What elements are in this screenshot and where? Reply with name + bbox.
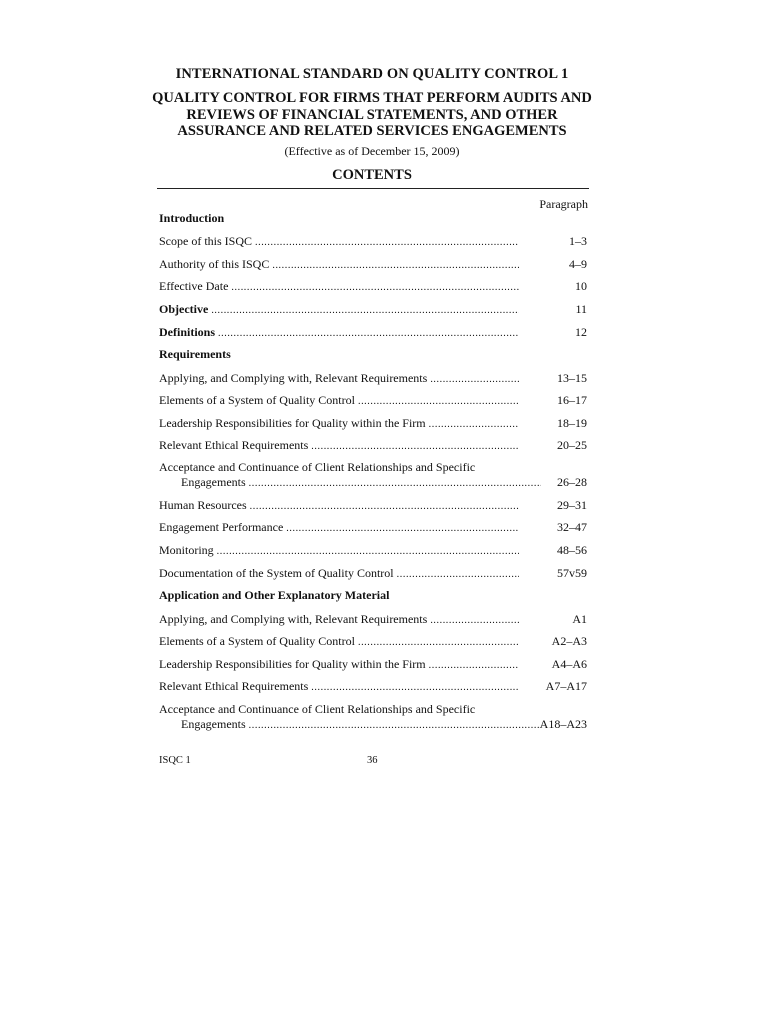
toc-entry-paragraph: 10 bbox=[575, 279, 587, 293]
dot-leader bbox=[311, 440, 519, 453]
toc-entry-documentation bbox=[159, 566, 587, 581]
main-title: QUALITY CONTROL FOR FIRMS THAT PERFORM AUDITS AND REVIEWS OF FINANCIAL STATEMENTS, AND OTHER ASSURANCE AND RELATED SERVICES ENGAGEMENTS bbox=[152, 90, 592, 139]
toc-entry-paragraph: 1–3 bbox=[569, 234, 587, 248]
toc-entry-paragraph: 48–56 bbox=[557, 543, 587, 557]
toc-entry-leadership bbox=[159, 416, 587, 431]
toc-entry-paragraph: 26–28 bbox=[557, 475, 587, 489]
dot-leader bbox=[211, 304, 519, 317]
dot-leader bbox=[217, 545, 519, 558]
toc-entry-label: Definitions bbox=[159, 325, 216, 339]
toc-entry-monitoring bbox=[159, 543, 587, 558]
dot-leader bbox=[430, 373, 519, 386]
toc-entry-label: Authority of this ISQC bbox=[159, 257, 270, 271]
section-introduction: Introduction bbox=[159, 211, 225, 225]
dot-leader bbox=[358, 636, 519, 649]
toc-entry-paragraph: A1 bbox=[572, 612, 587, 626]
dot-leader bbox=[272, 259, 519, 272]
dot-leader bbox=[250, 500, 519, 513]
toc-entry-engagement-performance bbox=[159, 520, 587, 535]
dot-leader bbox=[429, 418, 519, 431]
contents-heading: CONTENTS bbox=[332, 167, 412, 183]
toc-entry-applying bbox=[159, 371, 587, 386]
dot-leader bbox=[286, 522, 519, 535]
toc-entry-app-ethical bbox=[159, 679, 587, 694]
toc-entry-label: Leadership Responsibilities for Quality within the Firm bbox=[159, 416, 426, 430]
dot-leader bbox=[429, 659, 519, 672]
toc-entry-human-resources bbox=[159, 498, 587, 513]
toc-entry-paragraph: 11 bbox=[575, 302, 587, 316]
toc-entry-label: Applying, and Complying with, Relevant Requirements bbox=[159, 371, 428, 385]
toc-entry-label-continuation: Engagements bbox=[181, 717, 246, 731]
footer-page-number: 36 bbox=[367, 755, 378, 766]
paragraph-column-heading: Paragraph bbox=[539, 197, 588, 211]
dot-leader bbox=[311, 681, 519, 694]
toc-entry-paragraph: 13–15 bbox=[557, 371, 587, 385]
toc-entry-label: Acceptance and Continuance of Client Relationships and Specific bbox=[159, 702, 476, 716]
toc-entry-paragraph: A18–A23 bbox=[539, 717, 587, 731]
toc-entry-paragraph: 4–9 bbox=[569, 257, 587, 271]
toc-entry-scope bbox=[159, 234, 587, 249]
toc-entry-app-elements bbox=[159, 634, 587, 649]
toc-entry-label: Engagement Performance bbox=[159, 520, 284, 534]
toc-entry-label: Monitoring bbox=[159, 543, 214, 557]
dot-leader bbox=[358, 395, 519, 408]
standard-title: INTERNATIONAL STANDARD ON QUALITY CONTROL 1 bbox=[175, 66, 569, 82]
toc-entry-effective-date bbox=[159, 279, 587, 294]
section-requirements: Requirements bbox=[159, 347, 231, 361]
toc-entry-paragraph: 29–31 bbox=[557, 498, 587, 512]
toc-entry-app-applying bbox=[159, 612, 587, 627]
toc-entry-label-continuation: Engagements bbox=[181, 475, 246, 489]
toc-entry-authority bbox=[159, 257, 587, 272]
toc-entry-label: Scope of this ISQC bbox=[159, 234, 252, 248]
toc-entry-label: Applying, and Complying with, Relevant Requirements bbox=[159, 612, 428, 626]
footer-document-id: ISQC 1 bbox=[159, 755, 191, 766]
section-application: Application and Other Explanatory Material bbox=[159, 588, 390, 602]
toc-entry-label: Documentation of the System of Quality Control bbox=[159, 566, 394, 580]
toc-entry-objective bbox=[159, 302, 587, 317]
dot-leader bbox=[397, 568, 519, 581]
dot-leader bbox=[231, 281, 519, 294]
dot-leader bbox=[218, 327, 519, 340]
toc-entry-label: Relevant Ethical Requirements bbox=[159, 438, 309, 452]
contents-divider bbox=[157, 188, 589, 189]
toc-entry-paragraph: 57v59 bbox=[557, 566, 587, 580]
toc-entry-paragraph: A2–A3 bbox=[551, 634, 587, 648]
dot-leader bbox=[255, 236, 519, 249]
toc-entry-paragraph: A4–A6 bbox=[551, 657, 587, 671]
toc-entry-label: Elements of a System of Quality Control bbox=[159, 634, 355, 648]
dot-leader bbox=[249, 477, 541, 490]
toc-entry-ethical bbox=[159, 438, 587, 453]
toc-entry-paragraph: 12 bbox=[575, 325, 587, 339]
toc-entry-paragraph: 20–25 bbox=[557, 438, 587, 452]
toc-entry-paragraph: 32–47 bbox=[557, 520, 587, 534]
toc-entry-label: Leadership Responsibilities for Quality within the Firm bbox=[159, 657, 426, 671]
effective-date-note: (Effective as of December 15, 2009) bbox=[284, 144, 460, 158]
toc-entry-app-leadership bbox=[159, 657, 587, 672]
toc-entry-paragraph: 18–19 bbox=[557, 416, 587, 430]
toc-entry-label: Human Resources bbox=[159, 498, 247, 512]
dot-leader bbox=[430, 614, 519, 627]
toc-entry-app-acceptance bbox=[159, 702, 587, 732]
toc-entry-definitions bbox=[159, 325, 587, 340]
toc-entry-label: Acceptance and Continuance of Client Relationships and Specific bbox=[159, 460, 476, 474]
toc-entry-paragraph: A7–A17 bbox=[545, 679, 587, 693]
toc-entry-label: Effective Date bbox=[159, 279, 229, 293]
dot-leader bbox=[249, 719, 541, 732]
toc-entry-acceptance bbox=[159, 460, 587, 490]
toc-entry-elements bbox=[159, 393, 587, 408]
toc-entry-label: Relevant Ethical Requirements bbox=[159, 679, 309, 693]
toc-entry-paragraph: 16–17 bbox=[557, 393, 587, 407]
toc-entry-label: Objective bbox=[159, 302, 209, 316]
toc-entry-label: Elements of a System of Quality Control bbox=[159, 393, 355, 407]
